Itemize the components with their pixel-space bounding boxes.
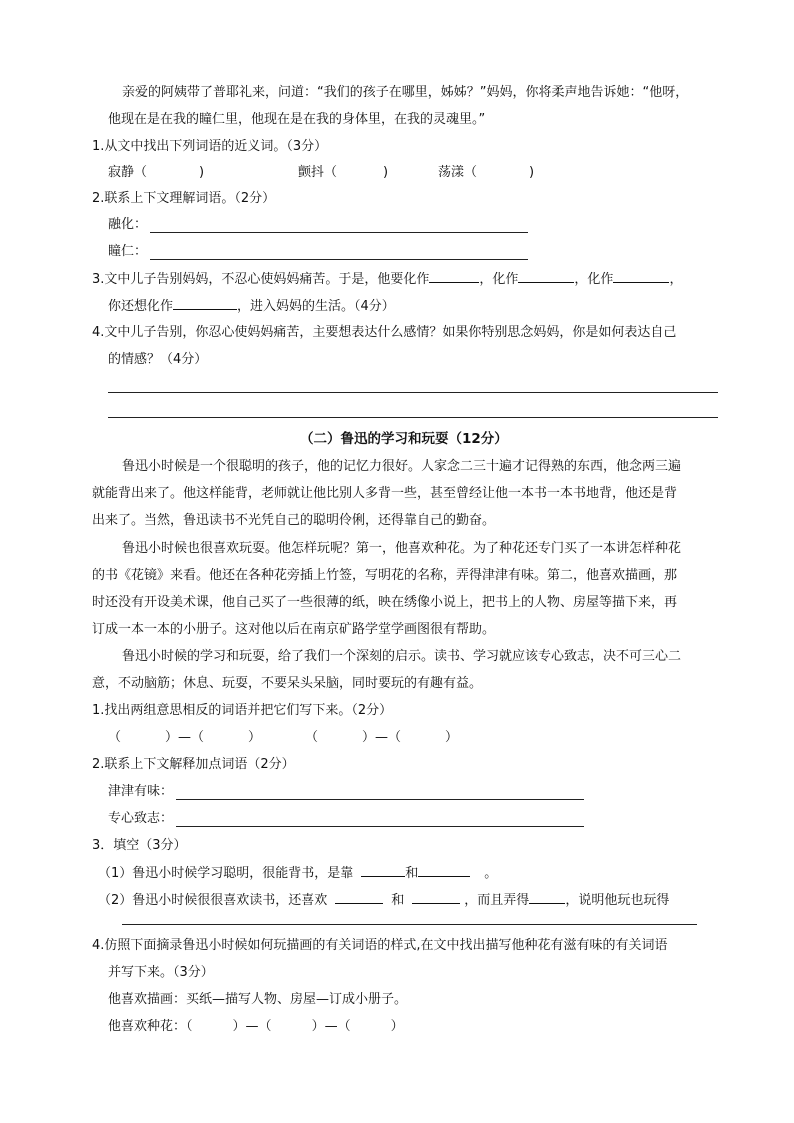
section-title: （二）鲁迅的学习和玩耍（12分） (300, 431, 508, 447)
answer-line[interactable] (108, 392, 718, 393)
fill-blank[interactable] (412, 891, 460, 904)
fill-blank[interactable] (529, 891, 565, 904)
p1-q4-line-1: 4.文中儿子告别，你忍心使妈妈痛苦，主要想表达什么感情？如果你特别思念妈妈，你是如何表达自己 (92, 325, 677, 340)
p2-q1-pair-2: （ ）—（ ） (305, 730, 459, 745)
p1-q1-stem: 1.从文中找出下列词语的近义词。（3分） (92, 139, 328, 154)
p2-q4-line-2: 并写下来。（3分） (108, 965, 214, 980)
answer-line[interactable] (108, 417, 718, 418)
p1-q1-word-3: 荡漾（ ) (438, 165, 535, 180)
fill-blank[interactable] (429, 270, 479, 283)
answer-line[interactable] (150, 232, 528, 233)
p2-q1-pair-1: （ ）—（ ） (108, 730, 262, 745)
passage-p3-line: 鲁迅小时候的学习和玩耍，给了我们一个深刻的启示。读书、学习就应该专心致志，决不可三心二 (122, 649, 682, 664)
p2-q3-line-1: （1）鲁迅小时候学习聪明，很能背书，是靠 和 。 (98, 866, 498, 881)
passage-p1-line: 就能背出来了。他这样能背，老师就让他比别人多背一些，甚至曾经让他一本书一本书地背，他还是背 (92, 486, 678, 501)
p1-q3-line-2: 你还想化作 ，进入妈妈的生活。（4分） (108, 299, 395, 314)
passage-p1-line: 鲁迅小时候是一个很聪明的孩子，他的记忆力很好。人家念二三十遍才记得熟的东西，他念两三遍 (122, 459, 682, 474)
p1-q2-item-2: 瞳仁： (108, 244, 148, 259)
fill-blank[interactable] (335, 891, 383, 904)
p1-q4-line-2: 的情感？（4分） (108, 352, 208, 367)
p2-q3-line-2: （2）鲁迅小时候很很喜欢读书，还喜欢 和 ，而且弄得 ，说明他玩也玩得 (98, 893, 670, 908)
fill-blank[interactable] (173, 297, 237, 310)
passage-p2-line: 时还没有开设美术课，他自己买了一些很薄的纸，映在绣像小说上，把书上的人物、房屋等描下来，再 (92, 595, 678, 610)
passage-p1-line: 出来了。当然，鲁迅读书不光凭自己的聪明伶俐，还得靠自己的勤奋。 (92, 513, 496, 528)
answer-line[interactable] (176, 826, 584, 827)
passage-p2-line: 的书《花镜》来看。他还在各种花旁插上竹签，写明花的名称，弄得津津有味。第二，他喜欢描画，那 (92, 568, 678, 583)
p1-q2-item-1: 融化： (108, 217, 148, 232)
p1-q3-line-1: 3.文中儿子告别妈妈，不忍心使妈妈痛苦。于是，他要化作 ，化作 ，化作 ， (92, 272, 683, 287)
p1-q2-stem: 2.联系上下文理解词语。（2分） (92, 191, 276, 206)
intro-line-1: 亲爱的阿姨带了普耶礼来，问道：“我们的孩子在哪里，姊姊？”妈妈，你将柔声地告诉她：“他呀， (122, 85, 689, 100)
p2-q2-item-1: 津津有味： (108, 784, 174, 799)
p2-q4-prompt: 他喜欢种花：（ ）—（ ）—（ ） (108, 1019, 404, 1034)
p1-q1-word-2: 颤抖（ ) (298, 165, 389, 180)
p2-q2-stem: 2.联系上下文解释加点词语（2分） (92, 757, 295, 772)
p2-q4-line-1: 4.仿照下面摘录鲁迅小时候如何玩描画的有关词语的样式,在文中找出描写他种花有滋有味的有关词语 (92, 938, 668, 953)
p2-q2-item-2: 专心致志： (108, 811, 174, 826)
answer-line[interactable] (150, 259, 528, 260)
fill-blank[interactable] (518, 270, 574, 283)
passage-p2-line: 订成一本一本的小册子。这对他以后在南京矿路学堂学画图很有帮助。 (92, 622, 496, 637)
fill-blank[interactable] (361, 864, 405, 877)
fill-blank[interactable] (613, 270, 669, 283)
p1-q1-word-1: 寂静（ ) (108, 165, 205, 180)
p2-q4-example: 他喜欢描画：买纸—描写人物、房屋—订成小册子。 (108, 992, 408, 1007)
p2-q1-stem: 1.找出两组意思相反的词语并把它们写下来。（2分） (92, 703, 393, 718)
passage-p2-line: 鲁迅小时候也很喜欢玩耍。他怎样玩呢？第一，他喜欢种花。为了种花还专门买了一本讲怎样种花 (122, 541, 682, 556)
passage-p3-line: 意，不动脑筋；休息、玩耍，不要呆头呆脑，同时要玩的有趣有益。 (92, 676, 483, 691)
intro-line-2: 他现在是在我的瞳仁里，他现在是在我的身体里，在我的灵魂里。” (108, 112, 486, 127)
p2-q3-stem: 3．填空（3分） (92, 838, 187, 853)
answer-line[interactable] (122, 924, 697, 925)
fill-blank[interactable] (418, 864, 470, 877)
answer-line[interactable] (176, 799, 584, 800)
